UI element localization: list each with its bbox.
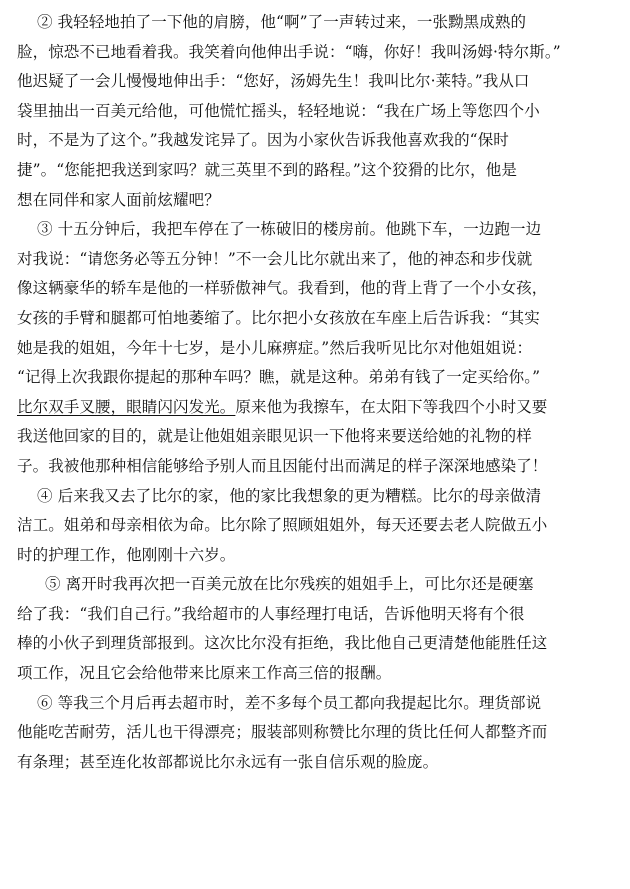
text-line: 女孩的手臂和腿都可怕地萎缩了。比尔把小女孩放在车座上后告诉我：“其实	[17, 308, 540, 327]
text-line: ⑤ 离开时我再次把一百美元放在比尔残疾的姐姐手上，可比尔还是硬塞	[45, 575, 534, 594]
text-line: 像这辆豪华的轿车是他的一样骄傲神气。我看到，他的背上背了一个小女孩，	[17, 279, 548, 298]
text-line: 我送他回家的目的，就是让他姐姐亲眼见识一下他将来要送给她的礼物的样	[17, 427, 532, 446]
text-line: “记得上次我跟你提起的那种车吗？瞧，就是这种。弟弟有钱了一定买给你。”	[17, 368, 541, 387]
text-line: 对我说：“请您务必等五分钟！”不一会儿比尔就出来了，他的神态和步伐就	[17, 249, 533, 268]
text-line: ③ 十五分钟后，我把车停在了一栋破旧的楼房前。他跳下车，一边跑一边	[37, 220, 542, 239]
text-line: ⑥ 等我三个月后再去超市时，差不多每个员工都向我提起比尔。理货部说	[37, 693, 542, 712]
text-line: 她是我的姐姐，今年十七岁，是小儿麻痹症。”然后我听见比尔对他姐姐说：	[17, 338, 533, 357]
text-line: 想在同伴和家人面前炫耀吧？	[17, 190, 220, 209]
paragraph-4	[17, 482, 616, 571]
text-line: ② 我轻轻地拍了一下他的肩膀，他“啊”了一声转过来，一张黝黑成熟的	[37, 13, 527, 31]
text-line: 有条理；甚至连化妆部都说比尔永远有一张自信乐观的脸庞。	[17, 752, 439, 771]
text-line: 棒的小伙子到理货部报到。这次比尔没有拒绝，我比他自己更清楚他能胜任这	[17, 634, 548, 653]
text-line: 捷”。“您能把我送到家吗？就三英里不到的路程。”这个狡猾的比尔，他是	[17, 160, 517, 179]
text-fragment: 原来他为我擦车，在太阳下等我四个小时又要	[235, 397, 548, 416]
text-line: 子。我被他那种相信能够给予别人而且因能付出而满足的样子深深地感染了！	[17, 456, 548, 475]
text-line: 他迟疑了一会儿慢慢地伸出手：“您好，汤姆先生！我叫比尔·莱特。”我从口	[17, 72, 530, 91]
text-line: 袋里抽出一百美元给他，可他慌忙摇头，轻轻地说：“我在广场上等您四个小	[17, 101, 540, 120]
text-line: 给了我：“我们自己行。”我给超市的人事经理打电话，告诉他明天将有个很	[17, 604, 525, 623]
text-line: 他能吃苦耐劳，活儿也干得漂亮；服装部则称赞比尔理的货比任何人都整齐而	[17, 723, 548, 742]
paragraph-3	[17, 215, 616, 481]
text-line: 洁工。姐弟和母亲相依为命。比尔除了照顾姐姐外，每天还要去老人院做五小	[17, 516, 548, 535]
text-line: ④ 后来我又去了比尔的家，他的家比我想象的更为糟糕。比尔的母亲做清	[37, 486, 542, 505]
text-line	[17, 393, 616, 423]
text-line: 项工作，况且它会给他带来比原来工作高三倍的报酬。	[17, 664, 392, 683]
paragraph-6	[17, 689, 616, 778]
paragraph-2	[17, 8, 616, 215]
text-line: 脸，惊恐不已地看着我。我笑着向他伸出手说：“嗨，你好！我叫汤姆·特尔斯。”	[17, 42, 561, 61]
text-line: 时的护理工作，他刚刚十六岁。	[17, 545, 236, 564]
underlined-sentence: 比尔双手叉腰，眼睛闪闪发光。	[17, 397, 236, 416]
paragraph-5	[17, 570, 616, 688]
text-line: 时，不是为了这个。”我越发诧异了。因为小家伙告诉我他喜欢我的“保时	[17, 131, 509, 150]
